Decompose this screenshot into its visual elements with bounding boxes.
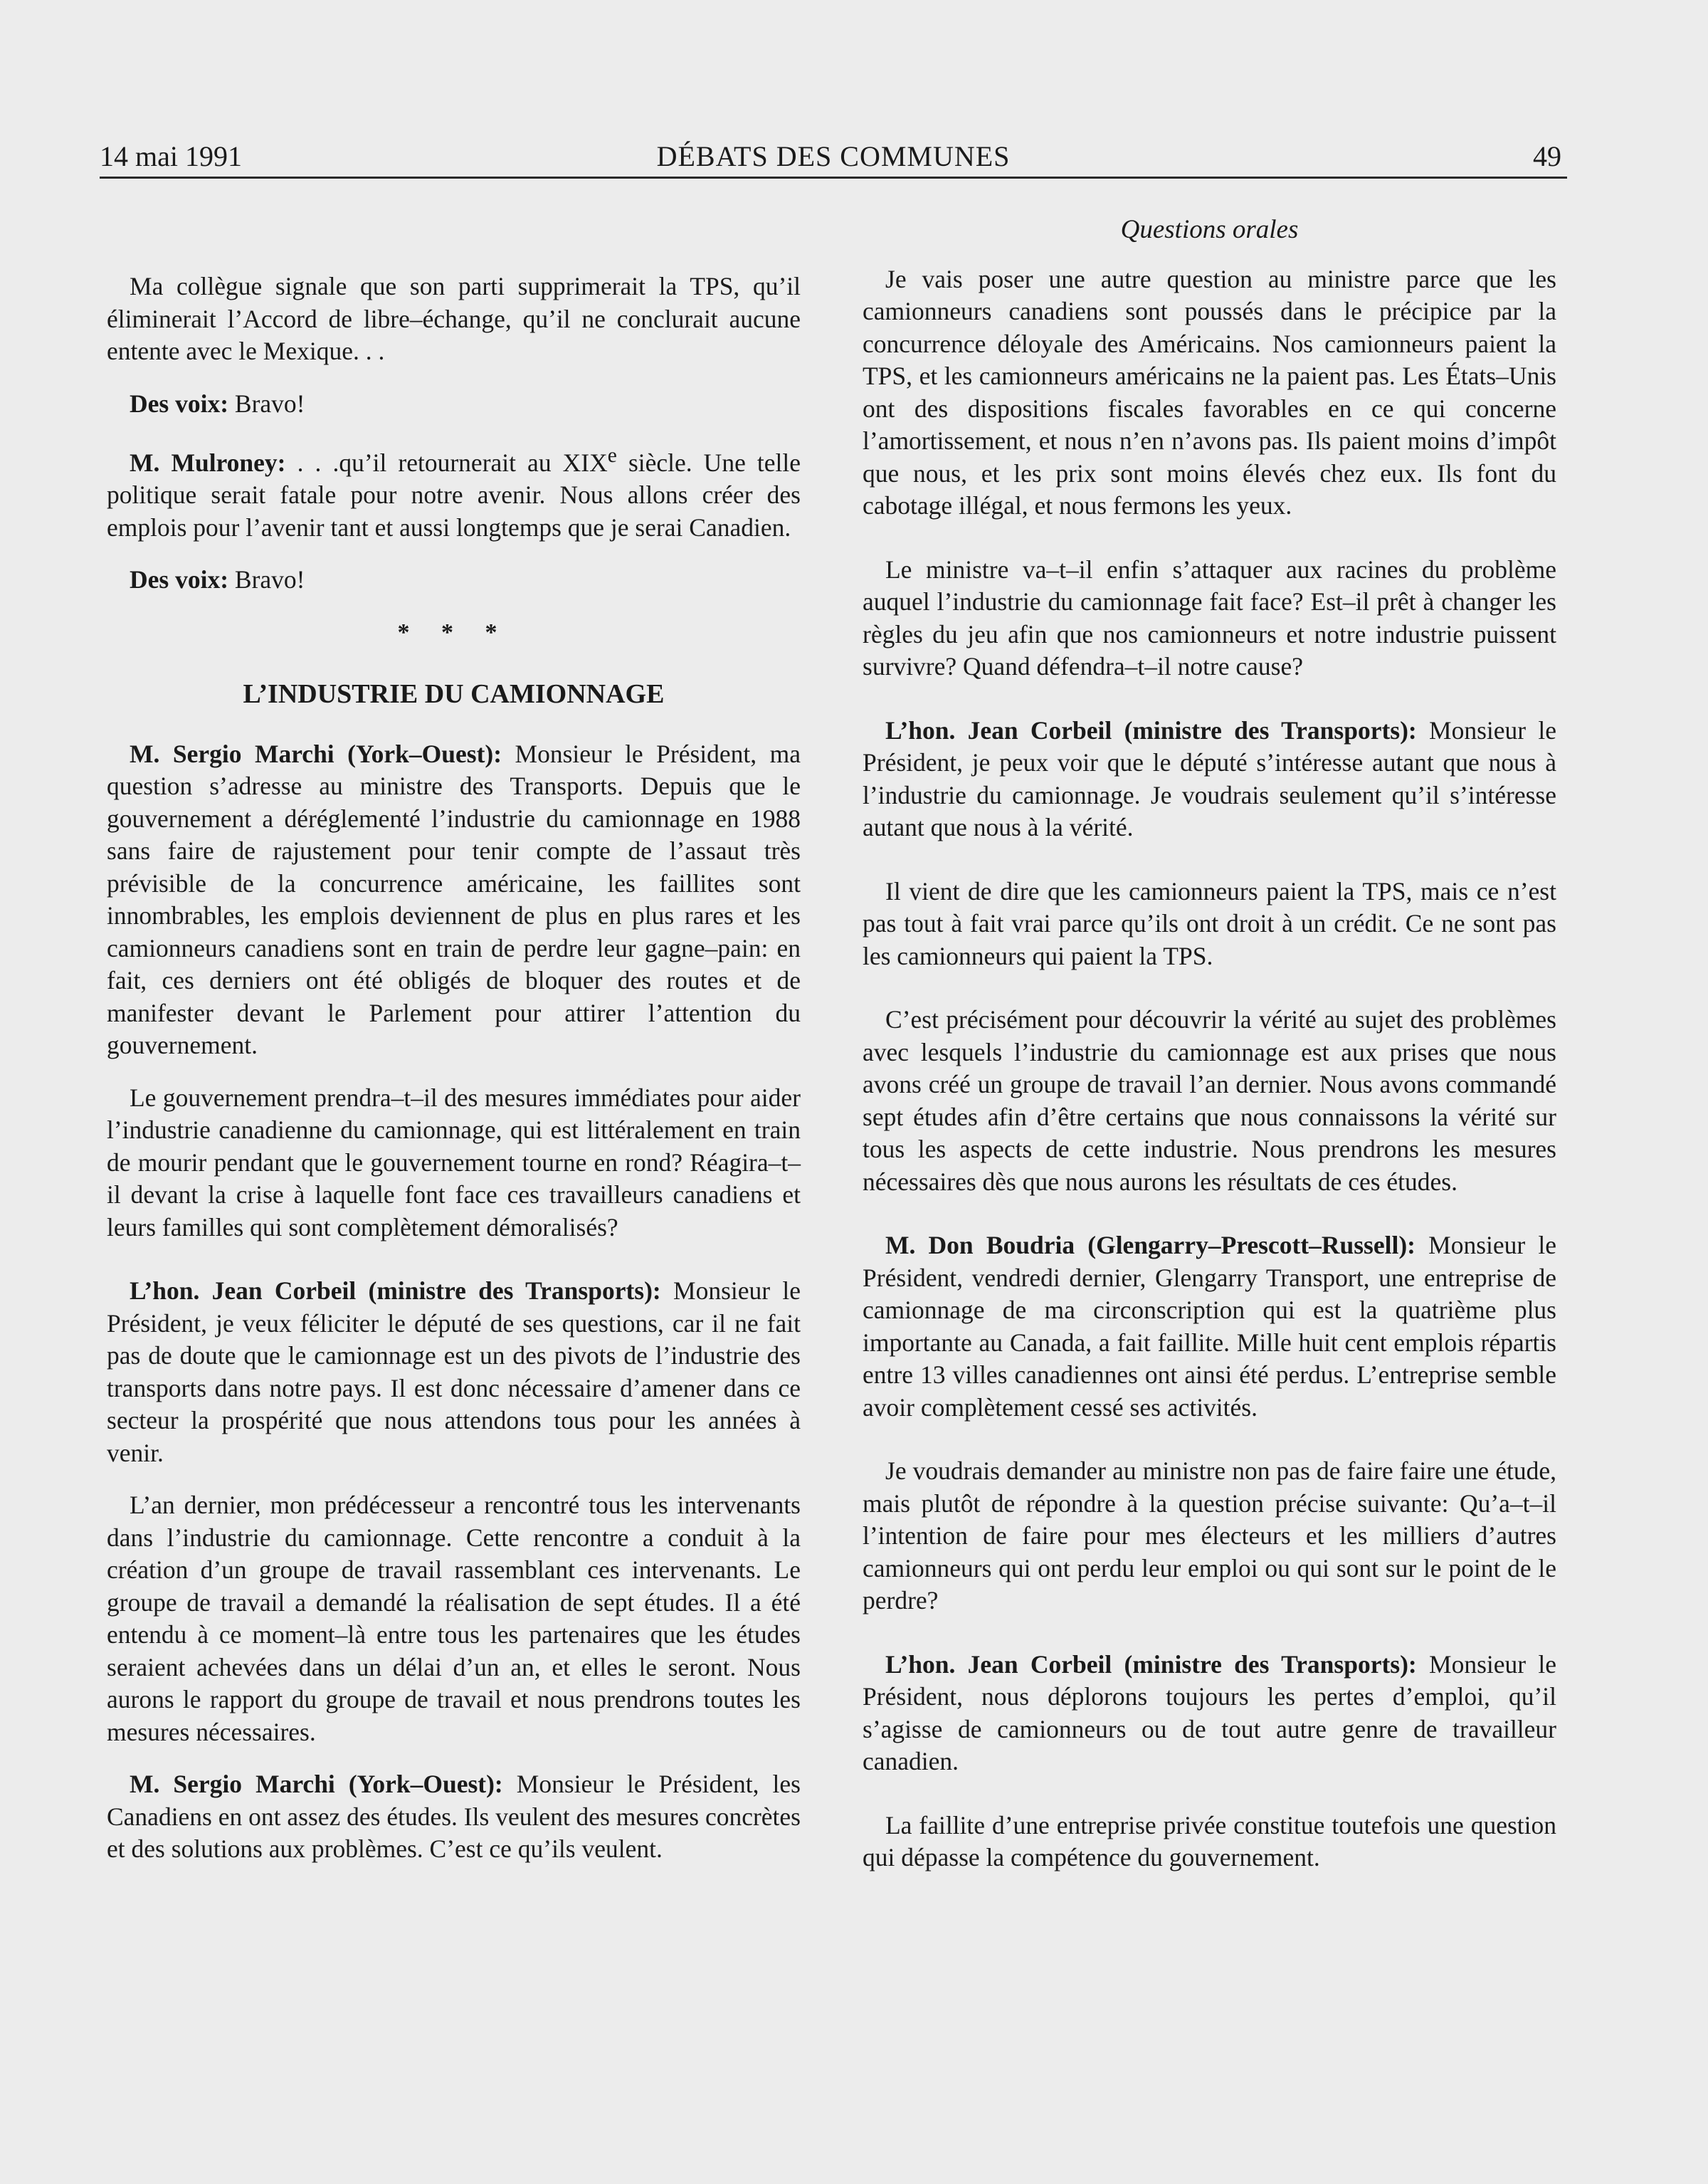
speech-text: Monsieur le Président, les Canadiens en ont assez des études. Ils veulent des mesures concrètes et des solutions aux problèmes. C’est ce qu’ils veulent. [107, 1770, 801, 1864]
speaker-name: L’hon. Jean Corbeil (ministre des Transports): [130, 1276, 661, 1306]
paragraph: Je vais poser une autre question au ministre parce que les camionneurs canadiens sont poussés dans le précipice par la concurrence déloyale des Américains. Nos camionneurs paient la TPS, et les camionneurs américains ne la paient pas. Les États–Unis ont des dispositions fiscales favorables en ce qui concerne l’amortissement, et nous n’en n’avons pas. Ils paient moins d’impôt que nous, et les prix sont moins élevés chez eux. Ils font du cabotage illégal, et nous fermons les yeux. [863, 264, 1556, 520]
speech [107, 738, 801, 1062]
speaker-name: M. Sergio Marchi (York–Ouest): [130, 739, 502, 768]
speech [107, 388, 801, 421]
paragraph: Il vient de dire que les camionneurs paient la TPS, mais ce n’est pas tout à fait vrai parce qu’ils ont droit à un crédit. Ce ne sont pas les camionneurs qui paient la TPS. [863, 876, 1556, 970]
speech-text: Monsieur le Président, vendredi dernier, Glengarry Transport, une entreprise de camionnage de ma circonscription qui est la quatrième plus importante au Canada, a fait faillite. Mille huit cent emplois répartis entre 13 villes canadiennes ont ainsi été perdus. L’entreprise semble avoir complètement cessé ses activités. [863, 1231, 1556, 1422]
speech [107, 1275, 801, 1469]
speaker-name: M. Mulroney: [130, 448, 286, 477]
speaker-name: L’hon. Jean Corbeil (ministre des Transports): [885, 1649, 1417, 1679]
speaker-name: M. Sergio Marchi (York–Ouest): [130, 1770, 503, 1799]
speech-text: Monsieur le Président, ma question s’adresse au ministre des Transports. Depuis que le gouvernement a déréglementé l’industrie du camionnage en 1988 sans faire de rajustement pour tenir compte de l’assaut très prévisible de la concurrence américaine, les faillites sont innombrables, les emplois deviennent de plus en plus rares et les camionneurs canadiens sont en train de perdre leur gagne–pain: en fait, ces derniers ont été obligés de bloquer des routes et de manifester devant le Parlement pour attirer l’attention du gouvernement. [107, 739, 801, 1060]
paragraph: Le ministre va–t–il enfin s’attaquer aux racines du problème auquel l’industrie du camionnage fait face? Est–il prêt à changer les règles du jeu afin que nos camionneurs et notre industrie puissent survivre? Quand défendra–t–il notre cause? [863, 555, 1556, 681]
header-title: DÉBATS DES COMMUNES [656, 140, 1011, 172]
page-header [100, 140, 1567, 179]
speech [107, 1768, 801, 1866]
superscript: e [607, 444, 617, 467]
speech-text: Monsieur le Président, je peux voir que le député s’intéresse autant que nous à l’industrie du camionnage. Je voudrais seulement qu’il s’intéresse autant que nous à la vérité. [863, 715, 1556, 841]
paragraph: La faillite d’une entreprise privée constitue toutefois une question qui dépasse la compétence du gouvernement. [863, 1810, 1556, 1871]
speech-text: Bravo! [228, 565, 305, 594]
right-column [863, 214, 1556, 1906]
section-label: Questions orales [1120, 215, 1299, 244]
speech-text: Monsieur le Président, nous déplorons toujours les pertes d’emploi, qu’il s’agisse de camionneurs ou de tout autre genre de travailleur canadien. [863, 1649, 1556, 1775]
speech [863, 715, 1556, 844]
paragraph: Le gouvernement prendra–t–il des mesures immédiates pour aider l’industrie canadienne du camionnage, qui est littéralement en train de mourir pendant que le gouvernement tourne en rond? Réagira–t–il devant la crise à laquelle font face ces travailleurs canadiens et leurs familles qui sont complètement démoralisés? [107, 1083, 801, 1241]
speaker-name: L’hon. Jean Corbeil (ministre des Transports): [885, 715, 1417, 745]
left-column [107, 271, 801, 1886]
speech [107, 564, 801, 597]
speaker-name: M. Don Boudria (Glengarry–Prescott–Russell): [885, 1231, 1416, 1259]
speech [863, 1649, 1556, 1778]
paragraph: L’an dernier, mon prédécesseur a rencontré tous les intervenants dans l’industrie du camionnage. Cette rencontre a conduit à la création d’un groupe de travail rassemblant ces intervenants. Le groupe de travail a demandé la réalisation de sept études. Il a été entendu à ce moment–là entre tous les partenaires que les études seraient achevées dans un délai d’un an, et elles le seront. Nous aurons le rapport du groupe de travail et nous prendrons toutes les mesures nécessaires. [107, 1491, 801, 1746]
header-date: 14 mai 1991 [100, 140, 242, 172]
speaker-name: Des voix: [130, 565, 229, 594]
paragraph: Je voudrais demander au ministre non pas de faire faire une étude, mais plutôt de répondre à la question précise suivante: Qu’a–t–il l’intention de faire pour mes électeurs et les milliers d’autres camionneurs qui ont perdu leur emploi ou qui sont sur le point de le perdre? [863, 1456, 1556, 1615]
speech-text: . . .qu’il retournerait au XIX [285, 448, 608, 477]
speech-text: Bravo! [228, 389, 305, 418]
speech [863, 1229, 1556, 1424]
section-heading: L’INDUSTRIE DU CAMIONNAGE [243, 679, 665, 710]
speech [107, 440, 801, 544]
page-number: 49 [1533, 140, 1561, 172]
speaker-name: Des voix: [130, 389, 229, 418]
section-separator: * * * [397, 619, 510, 646]
speech-text: siècle. Une telle politique serait fatale pour notre avenir. Nous allons créer des emplois pour l’avenir tant et aussi longtemps que je serai Canadien. [107, 448, 801, 542]
speech-text: Monsieur le Président, je veux féliciter le député de ses questions, car il ne fait pas de doute que le camionnage est un des pivots de l’industrie des transports dans notre pays. Il est donc nécessaire d’amener dans ce secteur la prospérité que nous attendons tous pour les années à venir. [107, 1276, 801, 1467]
paragraph: C’est précisément pour découvrir la vérité au sujet des problèmes avec lesquels l’industrie du camionnage est aux prises que nous avons créé un groupe de travail l’an dernier. Nous avons commandé sept études afin d’être certains que nous connaissons la vérité sur tous les aspects de cette industrie. Nous prendrons les mesures nécessaires dès que nous aurons les résultats de ces études. [863, 1005, 1556, 1196]
paragraph: Ma collègue signale que son parti supprimerait la TPS, qu’il éliminerait l’Accord de libre–échange, qu’il ne conclurait aucune entente avec le Mexique. . . [107, 272, 801, 365]
